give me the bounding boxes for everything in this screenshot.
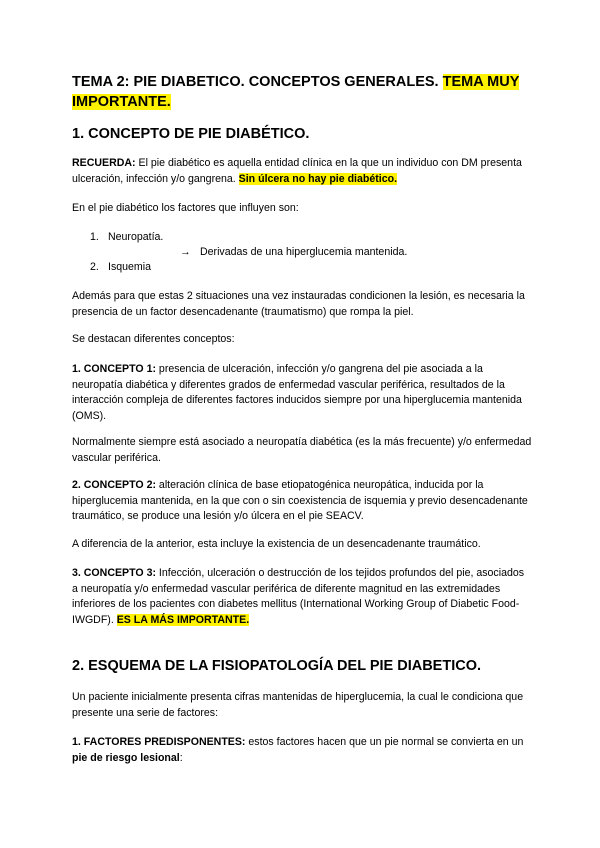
recuerda-text: El pie diabético es aquella entidad clínica en la que un individuo con DM presenta ulceración, infección y/o gangrena.	[72, 157, 522, 185]
diferencia-paragraph: A diferencia de la anterior, esta incluye la existencia de un desencadenante traumático.	[72, 538, 481, 550]
factores-predisponentes-end: :	[179, 751, 183, 764]
concepto-2-label: 2. CONCEPTO 2:	[72, 479, 156, 491]
concepto-3-label: 3. CONCEPTO 3:	[72, 567, 156, 579]
concepto-2-paragraph	[72, 478, 532, 525]
derivadas-text: Derivadas de una hiperglucemia mantenida.	[200, 246, 408, 258]
concepto-3-highlight: ES LA MÁS IMPORTANTE.	[116, 613, 250, 626]
factores-predisponentes-label: 1. FACTORES PREDISPONENTES:	[72, 736, 246, 748]
title-highlight: TEMA MUY IMPORTANTE.	[72, 74, 520, 110]
destacan-paragraph: Se destacan diferentes conceptos:	[72, 333, 235, 345]
ademas-paragraph: Además para que estas 2 situaciones una vez instauradas condicionen la lesión, es necesaria la presencia de un factor desencadenante (traumatismo) que rompa la piel.	[72, 290, 525, 318]
concepto-3-paragraph	[72, 566, 532, 628]
concepto-2-text: alteración clínica de base etiopatogénica neuropática, inducida por la hiperglucemia mantenida, en la que con o sin coexistencia de isquemia y previo desencadenante traumático, se produce una lesión y/o úlcera en el pie SEACV.	[72, 479, 528, 522]
pie-riesgo-lesional: pie de riesgo lesional	[72, 751, 180, 764]
section-1-heading: 1. CONCEPTO DE PIE DIABÉTICO.	[72, 126, 310, 142]
section-2-intro: Un paciente inicialmente presenta cifras mantenidas de hiperglucemia, la cual le condiciona que presente una serie de factores:	[72, 691, 524, 719]
concepto-1-label: 1. CONCEPTO 1:	[72, 363, 156, 375]
list-item-number: 2.	[90, 261, 99, 273]
concepto-3-text: Infección, ulceración o destrucción de los tejidos profundos del pie, asociados a neuropatía y/o enfermedad vascular periférica de diferente magnitud en las extremidades inferiores de los pacientes con diabetes mellitus (International Working Group of Diabetic Food- IWGDF).	[72, 567, 525, 626]
factores-predisponentes-text: estos factores hacen que un pie normal se convierta en un	[245, 736, 524, 748]
factores-intro: En el pie diabético los factores que influyen son:	[72, 202, 299, 214]
concepto-1-text: presencia de ulceración, infección y/o gangrena del pie asociada a la neuropatía diabética y diferentes grados de enfermedad vascular periférica, resultados de la interacción compleja de diferentes factores inducidos siempre por una hiperglucemia mantenida (OMS).	[72, 363, 522, 422]
list-item-neuropatia: Neuropatía.	[108, 231, 164, 243]
document-title	[72, 72, 542, 112]
concepto-1-paragraph	[72, 362, 532, 424]
recuerda-paragraph	[72, 156, 532, 187]
normalmente-paragraph: Normalmente siempre está asociado a neuropatía diabética (es la más frecuente) y/o enfermedad vascular periférica.	[72, 436, 532, 464]
arrow-icon: →	[180, 246, 191, 258]
list-item-number: 1.	[90, 231, 99, 243]
recuerda-label: RECUERDA:	[72, 157, 136, 169]
list-item-isquemia: Isquemia	[108, 261, 151, 273]
factores-predisponentes-paragraph	[72, 735, 532, 766]
title-main: TEMA 2: PIE DIABETICO. CONCEPTOS GENERALES.	[72, 74, 439, 90]
recuerda-highlight: Sin úlcera no hay pie diabético.	[238, 172, 398, 185]
section-2-heading: 2. ESQUEMA DE LA FISIOPATOLOGÍA DEL PIE DIABETICO.	[72, 658, 481, 674]
